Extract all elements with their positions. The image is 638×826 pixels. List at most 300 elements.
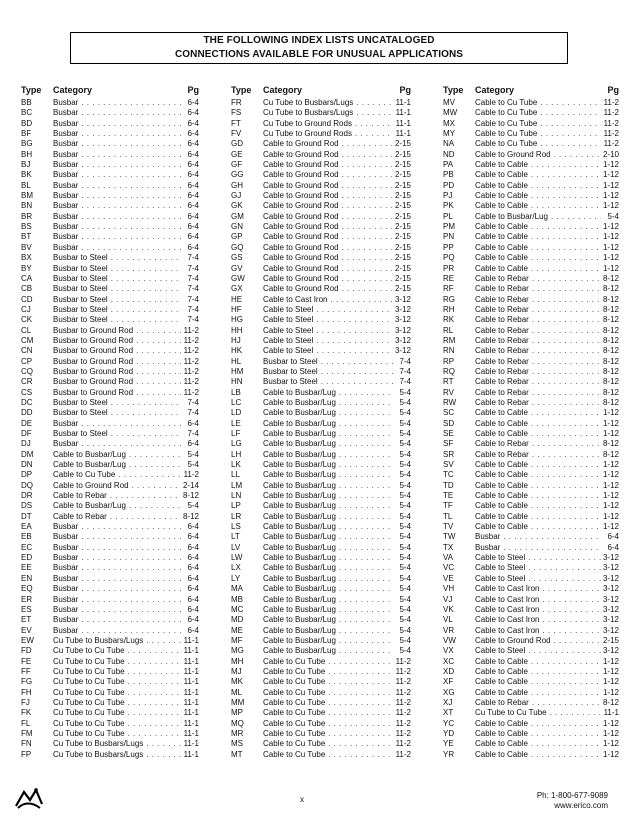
row-category <box>475 750 601 760</box>
index-row <box>21 295 199 305</box>
leader-dots <box>542 626 601 636</box>
row-category <box>53 626 181 636</box>
row-page: 5-4 <box>399 439 411 449</box>
index-row <box>21 181 199 191</box>
row-category <box>475 605 601 615</box>
row-category <box>475 284 601 294</box>
row-category-text: Cable to Busbar/Lug <box>263 429 336 438</box>
row-type-code: LY <box>231 573 241 583</box>
leader-dots <box>328 750 393 760</box>
row-type-code: YD <box>443 728 455 738</box>
row-category <box>53 595 181 605</box>
row-type-code: BH <box>21 149 33 159</box>
row-type-code: DM <box>21 449 34 459</box>
index-row <box>231 450 411 460</box>
index-row <box>21 532 199 542</box>
row-page: 2-15 <box>394 160 411 170</box>
row-category-text: Cable to Rebar <box>53 491 107 501</box>
row-type-code: MX <box>443 118 455 128</box>
row-page: 6-4 <box>187 170 199 180</box>
row-category <box>53 264 181 274</box>
row-category <box>53 284 181 294</box>
leader-dots <box>532 367 601 377</box>
row-category <box>53 295 181 305</box>
leader-dots <box>339 512 393 522</box>
index-row <box>443 212 619 222</box>
row-page: 1-12 <box>602 242 619 252</box>
row-category-text: Cable to Busbar/Lug <box>263 408 336 418</box>
index-row <box>443 501 619 511</box>
leader-dots <box>532 439 601 449</box>
index-row <box>443 119 619 129</box>
row-category-text: Cable to Rebar <box>475 387 529 397</box>
index-row <box>231 160 411 170</box>
row-category-text: Busbar to Steel <box>263 356 318 366</box>
row-category-text: Busbar <box>53 98 79 107</box>
row-category-text: Busbar <box>53 232 79 242</box>
header-type: Type <box>231 85 252 95</box>
row-category-text: Cu Tube to Cu Tube <box>53 708 125 718</box>
index-row <box>231 243 411 253</box>
row-category-text: Cable to Cable <box>475 418 528 428</box>
row-category-text: Cable to Cable <box>475 491 528 501</box>
row-category <box>53 191 181 201</box>
leader-dots <box>339 470 393 480</box>
row-category-text: Cable to Steel <box>263 325 314 335</box>
row-page: 2-15 <box>394 180 411 190</box>
row-page: 1-12 <box>602 232 619 242</box>
row-type-code: LL <box>231 470 240 480</box>
row-type-code: PB <box>443 170 454 180</box>
row-type-code: GP <box>231 232 243 242</box>
row-category-text: Cable to Busbar/Lug <box>263 573 336 583</box>
index-row <box>443 253 619 263</box>
index-row <box>21 739 199 749</box>
leader-dots <box>339 450 393 460</box>
row-page: 11-2 <box>395 687 411 697</box>
leader-dots <box>81 119 181 129</box>
row-page: 5-4 <box>399 470 411 480</box>
row-category <box>53 212 181 222</box>
page-number: x <box>300 795 304 804</box>
row-type-code: GJ <box>231 191 242 201</box>
index-row <box>21 129 199 139</box>
index-row <box>443 553 619 563</box>
row-category <box>53 553 181 563</box>
row-category <box>475 460 601 470</box>
row-category <box>263 450 393 460</box>
row-category-text: Cable to Busbar/Lug <box>263 646 336 656</box>
index-row <box>443 677 619 687</box>
row-type-code: MQ <box>231 718 244 728</box>
row-category-text: Cable to Cu Tube <box>263 666 326 676</box>
row-category-text: Cable to Busbar/Lug <box>263 625 336 635</box>
row-category-text: Cable to Cu Tube <box>263 687 326 697</box>
row-category-text: Busbar <box>53 201 79 211</box>
row-page: 5-4 <box>399 397 411 407</box>
row-type-code: LK <box>231 460 241 470</box>
leader-dots <box>531 481 601 491</box>
row-category <box>53 677 181 687</box>
leader-dots <box>531 201 601 211</box>
row-type-code: RQ <box>443 366 455 376</box>
row-category <box>53 719 181 729</box>
row-type-code: RE <box>443 273 455 283</box>
row-category <box>263 170 393 180</box>
index-row <box>21 377 199 387</box>
index-row <box>443 729 619 739</box>
phone-number: Ph: 1-800-677-9089 <box>536 791 608 800</box>
row-category-text: Cu Tube to Cu Tube <box>475 708 547 718</box>
index-row <box>231 605 411 615</box>
leader-dots <box>342 274 393 284</box>
row-page: 6-4 <box>187 139 199 149</box>
row-page: 1-12 <box>602 739 619 749</box>
index-row <box>231 719 411 729</box>
index-row <box>443 470 619 480</box>
index-row <box>21 170 199 180</box>
row-category <box>475 388 601 398</box>
row-category <box>53 512 181 522</box>
index-row <box>443 357 619 367</box>
row-category-text: Busbar <box>53 522 79 532</box>
row-type-code: FS <box>231 108 242 118</box>
index-row <box>443 201 619 211</box>
row-type-code: LB <box>231 387 241 397</box>
leader-dots <box>111 305 181 315</box>
row-page: 5-4 <box>399 511 411 521</box>
index-row <box>21 522 199 532</box>
index-row <box>231 357 411 367</box>
index-row <box>231 750 411 760</box>
row-category <box>475 305 601 315</box>
row-type-code: MK <box>231 677 243 687</box>
row-category <box>263 688 393 698</box>
index-row <box>443 139 619 149</box>
row-category-text: Cu Tube to Busbars/Lugs <box>53 635 144 645</box>
row-category-text: Cable to Busbar/Lug <box>263 470 336 480</box>
leader-dots <box>128 677 181 687</box>
leader-dots <box>342 232 393 242</box>
leader-dots <box>321 377 393 387</box>
index-row <box>231 367 411 377</box>
row-category <box>475 553 601 563</box>
row-category <box>263 719 393 729</box>
row-category <box>53 460 181 470</box>
row-category-text: Busbar to Ground Rod <box>53 387 134 397</box>
leader-dots <box>81 419 181 429</box>
row-type-code: XJ <box>443 697 453 707</box>
row-type-code: DE <box>21 418 33 428</box>
row-page: 2-15 <box>394 191 411 201</box>
row-page: 11-1 <box>603 708 619 718</box>
row-type-code: CR <box>21 377 33 387</box>
row-page: 8-12 <box>602 284 619 294</box>
row-category-text: Busbar <box>53 149 79 159</box>
row-category <box>263 470 393 480</box>
leader-dots <box>81 232 181 242</box>
index-row <box>21 315 199 325</box>
index-row <box>443 667 619 677</box>
leader-dots <box>111 408 181 418</box>
row-category-text: Cable to Cable <box>475 242 528 252</box>
row-category <box>53 750 181 760</box>
index-row <box>231 501 411 511</box>
index-row <box>443 419 619 429</box>
leader-dots <box>321 367 393 377</box>
row-category <box>53 274 181 284</box>
row-category-text: Cable to Cu Tube <box>475 108 538 118</box>
row-type-code: GQ <box>231 242 244 252</box>
leader-dots <box>146 739 181 749</box>
index-row <box>21 750 199 760</box>
row-category <box>53 388 181 398</box>
row-category-text: Cable to Cable <box>475 666 528 676</box>
index-row <box>21 357 199 367</box>
row-category <box>53 108 181 118</box>
row-type-code: FH <box>21 687 32 697</box>
index-row <box>443 377 619 387</box>
title-line-1: THE FOLLOWING INDEX LISTS UNCATALOGED <box>203 35 435 46</box>
row-category <box>263 563 393 573</box>
row-page: 8-12 <box>602 366 619 376</box>
row-type-code: VH <box>443 584 455 594</box>
row-page: 8-12 <box>602 325 619 335</box>
index-row <box>231 98 411 108</box>
row-page: 6-4 <box>187 232 199 242</box>
leader-dots <box>146 636 181 646</box>
website-link[interactable]: www.erico.com <box>554 801 608 810</box>
row-category-text: Busbar <box>53 211 79 221</box>
leader-dots <box>81 222 181 232</box>
row-page: 1-12 <box>602 170 619 180</box>
index-row <box>443 295 619 305</box>
row-type-code: TF <box>443 501 453 511</box>
row-page: 6-4 <box>187 604 199 614</box>
row-page: 6-4 <box>187 98 199 107</box>
row-category <box>263 336 393 346</box>
index-row <box>231 326 411 336</box>
row-category <box>53 160 181 170</box>
row-category <box>475 170 601 180</box>
leader-dots <box>531 688 601 698</box>
row-category-text: Cable to Busbar/Lug <box>263 522 336 532</box>
row-category <box>263 119 393 129</box>
index-row <box>443 595 619 605</box>
row-category-text: Cable to Cast Iron <box>475 625 540 635</box>
leader-dots <box>342 139 393 149</box>
index-row <box>231 222 411 232</box>
row-category-text: Cu Tube to Cu Tube <box>53 718 125 728</box>
row-type-code: VW <box>443 635 456 645</box>
row-type-code: FM <box>21 728 33 738</box>
index-row <box>21 657 199 667</box>
index-row <box>231 336 411 346</box>
row-type-code: FP <box>21 749 32 759</box>
row-type-code: LX <box>231 563 241 573</box>
row-type-code: TL <box>443 511 453 521</box>
index-row <box>21 336 199 346</box>
row-page: 5-4 <box>399 563 411 573</box>
row-page: 11-2 <box>183 356 199 366</box>
leader-dots <box>342 264 393 274</box>
row-type-code: LE <box>231 418 241 428</box>
row-type-code: MY <box>443 129 455 139</box>
row-category-text: Cable to Rebar <box>475 325 529 335</box>
row-type-code: EC <box>21 542 33 552</box>
row-category <box>475 98 601 108</box>
row-category <box>263 264 393 274</box>
row-category-text: Busbar to Steel <box>53 429 108 438</box>
row-page: 6-4 <box>187 573 199 583</box>
row-page: 3-12 <box>602 604 619 614</box>
row-category-text: Busbar to Steel <box>263 377 318 387</box>
row-category-text: Cable to Busbar/Lug <box>263 460 336 470</box>
row-category <box>475 688 601 698</box>
row-page: 11-1 <box>183 749 199 759</box>
row-type-code: EV <box>21 625 32 635</box>
row-category <box>263 698 393 708</box>
row-page: 5-4 <box>399 553 411 563</box>
row-category-text: Cable to Ground Rod <box>263 149 339 159</box>
row-type-code: BT <box>21 232 32 242</box>
row-page: 1-12 <box>602 480 619 490</box>
row-category-text: Cable to Busbar/Lug <box>263 553 336 563</box>
header-category: Category <box>53 85 93 95</box>
row-category-text: Cable to Busbar/Lug <box>263 501 336 511</box>
row-category <box>53 170 181 180</box>
row-page: 11-2 <box>603 129 619 139</box>
leader-dots <box>531 253 601 263</box>
leader-dots <box>81 150 181 160</box>
row-type-code: PN <box>443 232 455 242</box>
row-page: 11-2 <box>395 677 411 687</box>
row-category <box>53 305 181 315</box>
row-category-text: Cable to Steel <box>263 315 314 325</box>
row-category-text: Cu Tube to Busbars/Lugs <box>263 98 354 107</box>
leader-dots <box>532 346 601 356</box>
row-type-code: DP <box>21 470 33 480</box>
row-category <box>475 481 601 491</box>
leader-dots <box>528 646 601 656</box>
row-page: 1-12 <box>602 749 619 759</box>
row-category <box>53 439 181 449</box>
row-category <box>263 367 393 377</box>
leader-dots <box>81 439 181 449</box>
row-type-code: FL <box>21 718 31 728</box>
row-type-code: YE <box>443 739 454 749</box>
row-type-code: VX <box>443 646 454 656</box>
index-row <box>21 264 199 274</box>
row-type-code: DS <box>21 501 33 511</box>
row-page: 6-4 <box>607 542 619 552</box>
index-row <box>231 398 411 408</box>
row-type-code: LM <box>231 480 243 490</box>
leader-dots <box>339 563 393 573</box>
row-category <box>475 501 601 511</box>
row-page: 3-12 <box>602 615 619 625</box>
row-type-code: CP <box>21 356 33 366</box>
row-page: 7-4 <box>187 253 199 263</box>
row-page: 7-4 <box>187 273 199 283</box>
leader-dots <box>503 543 601 553</box>
row-type-code: LF <box>231 429 241 438</box>
row-category <box>53 367 181 377</box>
row-category <box>53 615 181 625</box>
leader-dots <box>339 408 393 418</box>
row-page: 7-4 <box>187 294 199 304</box>
row-category <box>475 719 601 729</box>
row-category-text: Cable to Ground Rod <box>263 201 339 211</box>
leader-dots <box>81 243 181 253</box>
leader-dots <box>128 729 181 739</box>
row-category-text: Busbar <box>53 108 79 118</box>
row-type-code: MJ <box>231 666 242 676</box>
index-row <box>21 222 199 232</box>
row-type-code: MF <box>231 635 243 645</box>
row-category <box>263 139 393 149</box>
row-type-code: MM <box>231 697 245 707</box>
row-page: 6-4 <box>187 211 199 221</box>
row-category <box>475 212 601 222</box>
index-row <box>21 119 199 129</box>
index-columns <box>21 84 619 760</box>
row-page: 7-4 <box>187 397 199 407</box>
row-type-code: BM <box>21 191 33 201</box>
row-category <box>53 667 181 677</box>
leader-dots <box>129 460 181 470</box>
row-category <box>53 150 181 160</box>
index-row <box>21 201 199 211</box>
leader-dots <box>531 501 601 511</box>
row-type-code: VL <box>443 615 453 625</box>
index-row <box>21 191 199 201</box>
row-page: 11-1 <box>183 656 199 666</box>
row-page: 5-4 <box>399 604 411 614</box>
row-page: 6-4 <box>187 563 199 573</box>
row-page: 5-4 <box>607 211 619 221</box>
row-page: 5-4 <box>399 491 411 501</box>
row-category <box>53 253 181 263</box>
row-type-code: VK <box>443 604 454 614</box>
index-row <box>21 150 199 160</box>
row-category <box>53 232 181 242</box>
row-category <box>263 439 393 449</box>
index-column-1 <box>21 84 199 760</box>
leader-dots <box>328 677 393 687</box>
index-row <box>443 181 619 191</box>
row-page: 8-12 <box>602 304 619 314</box>
row-type-code: GS <box>231 253 243 263</box>
index-row <box>231 305 411 315</box>
row-page: 6-4 <box>187 242 199 252</box>
row-category <box>263 636 393 646</box>
leader-dots <box>531 460 601 470</box>
row-type-code: MH <box>231 656 244 666</box>
row-page: 2-15 <box>394 273 411 283</box>
row-category <box>53 491 181 501</box>
header-page: Pg <box>399 85 411 95</box>
row-category <box>263 253 393 263</box>
row-category-text: Cable to Cu Tube <box>263 718 326 728</box>
leader-dots <box>81 191 181 201</box>
index-row <box>231 315 411 325</box>
row-category-text: Cable to Cable <box>475 687 528 697</box>
leader-dots <box>532 357 601 367</box>
row-type-code: BJ <box>21 160 31 170</box>
row-page: 3-12 <box>602 625 619 635</box>
row-type-code: EE <box>21 563 32 573</box>
